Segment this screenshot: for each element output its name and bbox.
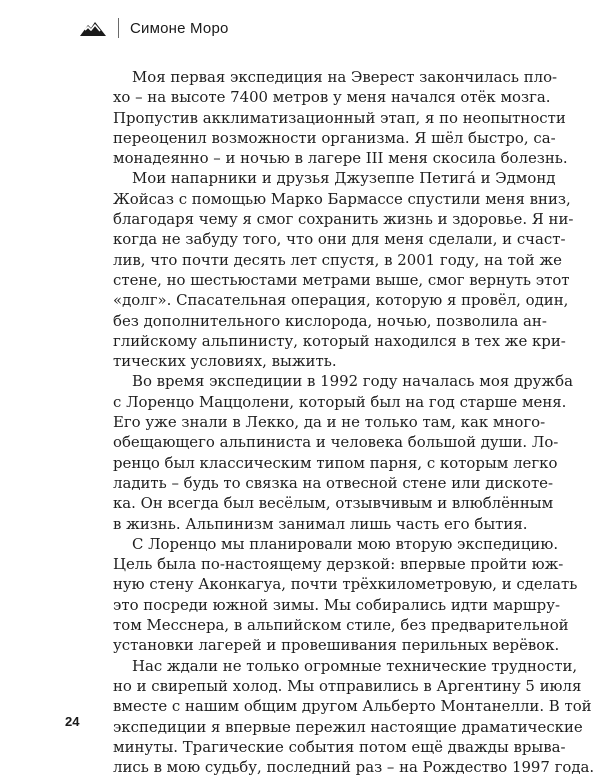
mountain-icon — [80, 20, 106, 36]
text-line: вместе с нашим общим другом Альберто Монтанелли. В той — [113, 697, 592, 716]
paragraph — [113, 168, 574, 371]
text-line: но и свирепый холод. Мы отправились в Аргентину 5 июля — [113, 676, 582, 695]
page-number: 24 — [65, 714, 80, 729]
text-line: ную стену Аконкагуа, почти трёхкилометровую, и сделать — [113, 575, 578, 594]
text-line: хо – на высоте 7400 метров у меня начался отёк мозга. — [113, 88, 551, 107]
text-line: с Лоренцо Маццолени, который был на год старше меня. — [113, 392, 567, 411]
text-line: Пропустив акклиматизационный этап, я по неопытности — [113, 108, 566, 127]
text-line: экспедиции я впервые пережил настоящие драматические — [113, 717, 583, 736]
text-line: лив, что почти десять лет спустя, в 2001 году, на той же — [113, 250, 562, 269]
text-line: минуты. Трагические события потом ещё дважды врыва- — [113, 737, 566, 756]
text-line: установки лагерей и провешивания перильных верёвок. — [113, 636, 560, 655]
text-line: Нас ждали не только огромные технические трудности, — [132, 656, 578, 675]
paragraph — [113, 534, 578, 656]
text-line: Цель была по-настоящему дерзкой: впервые пройти юж- — [113, 555, 564, 574]
text-line: стене, но шестьюстами метрами выше, смог вернуть этот — [113, 270, 570, 289]
text-line: ладить – будь то связка на отвесной стене или дискоте- — [113, 473, 554, 492]
text-line: Во время экспедиции в 1992 году началась моя дружба — [132, 372, 573, 391]
text-line: Жойсаз с помощью Марко Бармассе спустили меня вниз, — [113, 189, 571, 208]
paragraph — [113, 656, 595, 777]
text-line: Мои напарники и друзья Джузеппе Петига́ и Эдмонд — [132, 169, 556, 188]
text-line: благодаря чему я смог сохранить жизнь и здоровье. Я ни- — [113, 210, 574, 229]
text-line: Моя первая экспедиция на Эверест закончилась пло- — [132, 68, 558, 86]
text-line: том Месснера, в альпийском стиле, без предварительной — [113, 616, 569, 635]
text-line: это посреди южной зимы. Мы собирались идти маршру- — [113, 595, 560, 614]
header-divider — [118, 18, 119, 38]
text-line: глийскому альпинисту, который находился в тех же кри- — [113, 331, 566, 350]
text-line: без дополнительного кислорода, ночью, позволила ан- — [113, 311, 547, 330]
text-line: «долг». Спасательная операция, которую я провёл, один, — [113, 291, 569, 310]
text-line: ка. Он всегда был весёлым, отзывчивым и влюблённым — [113, 494, 554, 513]
text-line: Его уже знали в Лекко, да и не только там, как много- — [113, 413, 546, 432]
text-line: когда не забуду того, что они для меня сделали, и счаст- — [113, 230, 566, 249]
body-text — [113, 67, 595, 777]
author-name: Симоне Моро — [130, 19, 229, 37]
text-line: ренцо был классическим типом парня, с которым легко — [113, 453, 558, 472]
text-line: С Лоренцо мы планировали мою вторую экспедицию. — [132, 534, 559, 553]
text-line: монадеянно – и ночью в лагере III меня скосила болезнь. — [113, 149, 568, 168]
running-header — [80, 10, 229, 46]
text-line: тических условиях, выжить. — [113, 352, 337, 371]
text-line: лись в мою судьбу, последний раз – на Рождество 1997 года. — [113, 758, 595, 777]
text-line: в жизнь. Альпинизм занимал лишь часть его бытия. — [113, 514, 528, 533]
paragraph — [113, 67, 568, 168]
text-line: переоценил возможности организма. Я шёл быстро, са- — [113, 128, 556, 147]
text-line: обещающего альпиниста и человека большой души. Ло- — [113, 433, 559, 452]
paragraph — [113, 371, 573, 533]
